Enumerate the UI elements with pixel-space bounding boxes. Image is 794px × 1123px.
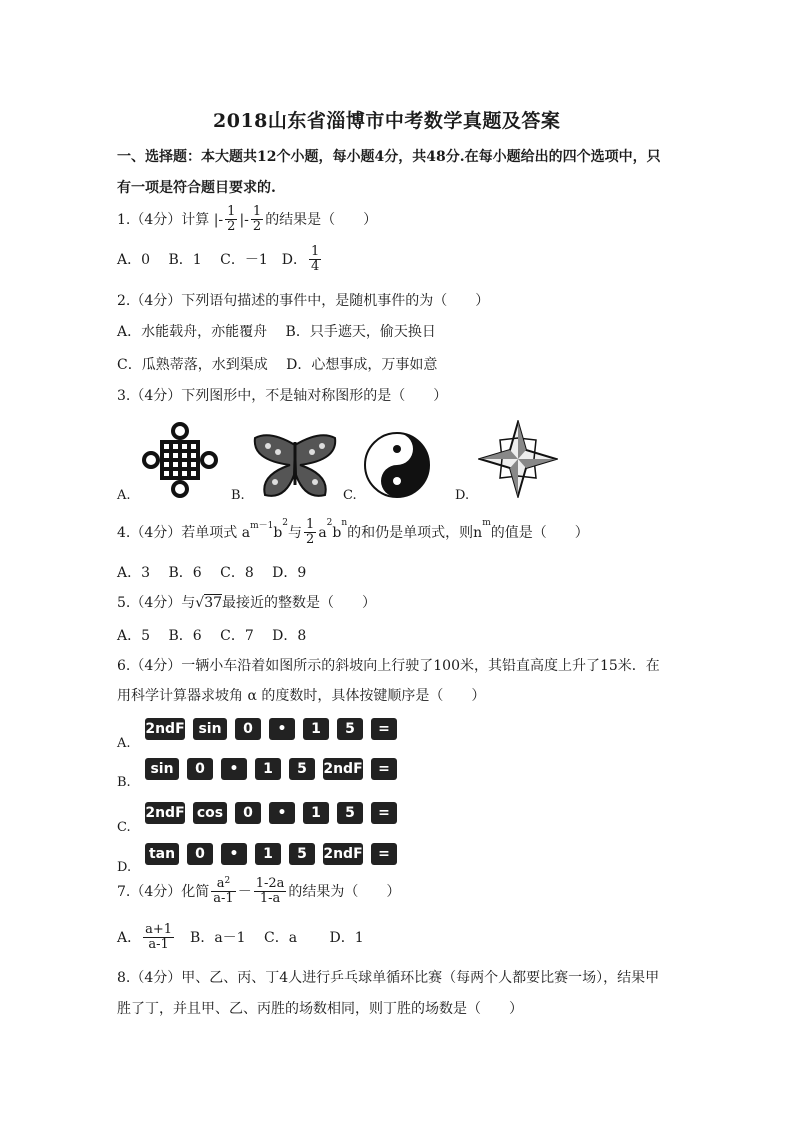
calculator-key: 1 xyxy=(303,718,329,740)
section-header-line2: 有一项是符合题目要求的. xyxy=(117,180,276,196)
calculator-key: 2ndF xyxy=(145,718,185,740)
calculator-key: 0 xyxy=(235,718,261,740)
q7-fraction-2: $\frac{1-2a}{1-a}$ xyxy=(255,876,285,907)
calculator-key: 5 xyxy=(337,718,363,740)
calculator-key: 2ndF xyxy=(323,843,363,865)
calculator-key: tan xyxy=(145,843,179,865)
calculator-key: 0 xyxy=(235,802,261,824)
question-8-line1: 8.（4分）甲、乙、丙、丁4人进行乒乓球单循环比赛（每两个人都要比赛一场），结果甲 xyxy=(117,970,660,986)
page-title: 2018山东省淄博市中考数学真题及答案 xyxy=(213,110,561,132)
q3-option-d-label: D. xyxy=(455,488,470,503)
calculator-key: = xyxy=(371,843,397,865)
calculator-key: • xyxy=(221,758,247,780)
calculator-key: 2ndF xyxy=(145,802,185,824)
q1-prefix: 1.（4分）计算 xyxy=(117,211,210,228)
question-4: 4.（4分）若单项式 $a^{m-1}b^2$与 $\frac{1}{2}$ $a^2b^n$的和仍是单项式，则$n^m$的值是（ ） xyxy=(117,517,589,548)
section-header-line1: 一、选择题：本大题共12个小题，每小题4分，共48分.在每小题给出的四个选项中，只 xyxy=(117,149,661,165)
yin-yang-icon xyxy=(362,430,432,500)
q4-options: A．3 B．6 C．8 D．9 xyxy=(117,565,307,581)
question-1 xyxy=(117,205,377,235)
q1-abs-left: |- xyxy=(213,211,224,228)
q4-fraction: $\frac{1}{2}$ xyxy=(306,517,315,548)
q2-options-row1: A．水能载舟，亦能覆舟 B．只手遮天，偷天换日 xyxy=(117,324,436,340)
question-7: 7.（4分）化简 $\frac{a^2}{a-1}$ － $\frac{1-2a}{1-a}$ 的结果为（ ） xyxy=(117,876,401,907)
calculator-key: 1 xyxy=(255,843,281,865)
calculator-key: sin xyxy=(145,758,179,780)
question-6-line1: 6.（4分）一辆小车沿着如图所示的斜坡向上行驶了100米，其铅直高度上升了15米．在 xyxy=(117,658,660,674)
calculator-key: 0 xyxy=(187,843,213,865)
question-3: 3.（4分）下列图形中，不是轴对称图形的是（ ） xyxy=(117,388,448,404)
calculator-key: 1 xyxy=(303,802,329,824)
sqrt-symbol: √ xyxy=(195,595,205,611)
q6-option-c-label: C. xyxy=(117,820,131,835)
q1-options xyxy=(117,245,323,275)
calculator-key: 1 xyxy=(255,758,281,780)
butterfly-icon xyxy=(250,430,340,500)
calculator-key: 5 xyxy=(289,843,315,865)
q1-fraction-2: $\frac{1}{2}$ xyxy=(252,204,262,235)
calculator-key: = xyxy=(371,758,397,780)
q1-options-text: A．0 B．1 C．－1 D． xyxy=(117,251,307,268)
calculator-key: 5 xyxy=(289,758,315,780)
calculator-key: = xyxy=(371,802,397,824)
calculator-key: = xyxy=(371,718,397,740)
q1-suffix: 的结果是（ ） xyxy=(265,211,378,228)
question-2: 2.（4分）下列语句描述的事件中，是随机事件的为（ ） xyxy=(117,293,490,309)
calculator-key: 2ndF xyxy=(323,758,363,780)
calculator-key: sin xyxy=(193,718,227,740)
q5-options: A．5 B．6 C．7 D．8 xyxy=(117,628,307,644)
q3-option-c-label: C. xyxy=(343,488,357,503)
q7-options: A． $\frac{a+1}{a-1}$ B．a－1 C．a D．1 xyxy=(117,922,364,953)
q6-option-a-label: A. xyxy=(117,736,131,751)
question-8-line2: 胜了丁，并且甲、乙、丙胜的场数相同，则丁胜的场数是（ ） xyxy=(117,1001,523,1017)
q6-option-d-label: D. xyxy=(117,860,132,875)
q2-options-row2: C．瓜熟蒂落，水到渠成 D．心想事成，万事如意 xyxy=(117,357,438,373)
calculator-key: 0 xyxy=(187,758,213,780)
q1-abs-right: |- xyxy=(239,211,249,228)
chinese-knot-icon xyxy=(140,422,220,498)
calculator-key: • xyxy=(269,718,295,740)
q3-option-a-label: A. xyxy=(117,488,131,503)
q6-option-b-label: B. xyxy=(117,775,131,790)
q1-option-d-fraction: $\frac{1}{4}$ xyxy=(310,244,320,275)
q3-option-b-label: B. xyxy=(231,488,245,503)
calculator-key: cos xyxy=(193,802,227,824)
q5-radicand: 37 xyxy=(204,595,223,611)
calculator-key: 5 xyxy=(337,802,363,824)
q7-fraction-1: $\frac{a^2}{a-1}$ xyxy=(213,876,234,907)
calculator-key: • xyxy=(269,802,295,824)
question-6-line2: 用科学计算器求坡角 α 的度数时，具体按键顺序是（ ） xyxy=(117,688,486,704)
compass-star-icon xyxy=(478,420,558,498)
q7-option-a-fraction: $\frac{a+1}{a-1}$ xyxy=(145,922,173,953)
question-5: 5.（4分）与√37最接近的整数是（ ） xyxy=(117,595,377,611)
calculator-key: • xyxy=(221,843,247,865)
q1-fraction-1: $\frac{1}{2}$ xyxy=(227,204,236,235)
